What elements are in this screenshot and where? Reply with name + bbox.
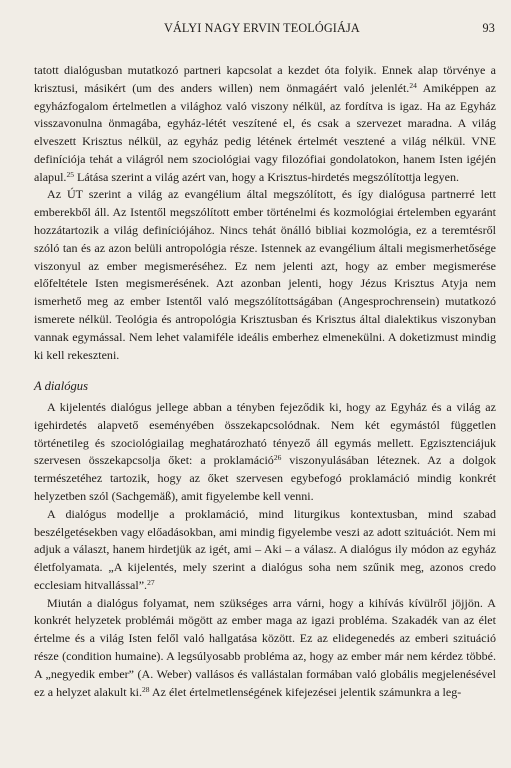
text-run: Az élet értelmetlenségének kifejezései jelentik számunkra a leg- [149,684,462,699]
footnote-ref: 28 [142,684,150,694]
body-text [34,62,496,701]
footnote-ref: 27 [147,577,155,587]
text-run: Miután a dialógus folyamat, nem szükséges arra várni, hogy a kihívás kívülről jöjjön. A konkrét helyzetek problémái mögött az ember maga az igazi probléma. Szakadék van az élet értelme és a világ Isten felől való hallgatása között. Ez az elidegenedés az emberi szituáció része (condition humaine). A legsúlyosabb probléma az, hogy az ember már nem kérdez többé. A „negyedik ember” (A. Weber) vallásos és vallástalan formában való globális megjelenésével ez a helyzet alakult ki. [34,595,496,699]
text-run: viszonyulásában léteznek. Az a dolgok természetéhez tartozik, hogy az őket szervesen egybefogó proklamáció mindig konkrét helyzetben szól (Sachgemäß), amit figyelembe kell venni. [34,453,496,503]
paragraph [34,186,496,364]
text-run: Amiképpen az egyházfogalom értelmetlen a világhoz való viszony nélkül, az fordítva is igaz. Ha az Egyház visszavonulna önmagába, egyház-létét veszítené el, és csak a szervezet maradna. A világ elveszett Krisztus nélkül, az egyház pedig létének értelmét vesztené a világ nélkül. VNE definíciója tehát a világról nem szociológiai vagy filozófiai gondolatokon, hanem Isten igéjén alapul. [34,80,496,184]
paragraph [34,399,496,506]
running-title: VÁLYI NAGY ERVIN TEOLÓGIÁJA [164,21,360,35]
text-run: A kijelentés dialógus jellege abban a tényben fejeződik ki, hogy az Egyház és a világ az igehirdetés alapvető eseményében összekapcsolódnak. Nem két egymástól független történetileg és szociológiailag meghatározható tényező áll egymás mellett. Egzisztenciájuk szervesen összekapcsolja őket: a proklamáció [34,400,496,468]
footnote-ref: 26 [273,453,282,463]
text-run: A dialógus modellje a proklamáció, mind liturgikus kontextusban, mind szabad beszélgetésekben vagy előadásokban, ami mindig figyelembe veszi az adott szituációt. Nem mi adjuk a választ, hanem hirdetjük az igét, ami – Aki – a válasz. A dialógus ily módon az egyház életfolyamata. „A kijelentés, mely szerint a dialógus soha nem szűnik meg, azonos credo ecclesiam hitvallással”. [34,506,496,592]
paragraph [34,595,496,702]
footnote-ref: 24 [409,80,417,90]
section-heading: A dialógus [34,379,88,394]
running-header [34,21,497,37]
page-number: 93 [482,21,495,35]
text-run: Látása szerint a világ azért van, hogy a Krisztus-hirdetés megszólítottja legyen. [73,169,459,184]
text-run: Az ÚT szerint a világ az evangélium által megszólított, és így dialógusa partnerré lett emberekből áll. Az Istentől megszólított ember történelmi és kozmológiai értelemben egyaránt hozzátartozik a világ definíciójához. Nincs tehát önálló bibliai kozmológia, ez a teremtésről szóló tan és az azon belüli antropológia része. Istennek az evangélium általi megismerhetősége viszonyul az ember megismeréséhez. Ez nem jelenti azt, hogy az ember megismerése előfeltétele Isten megismerésének. Azt azonban jelenti, hogy Jézus Krisztus Atyja nem ismerhető meg az ember Istentől való megszólítottságában (Angesprochrensein) mutatkozó ismerete nélkül. Teológia és antropológia Krisztusban és Krisztus által dialektikus viszonyban vannak egymással. Nem lehet valamiféle ideális emberhez elmenekülni. A doketizmust mindig ki kell rekeszteni. [34,187,496,362]
paragraph [34,506,496,595]
footnote-ref: 25 [66,169,74,179]
paragraph [34,62,496,186]
text-run: tatott dialógusban mutatkozó partneri kapcsolat a kezdet óta folyik. Ennek alap törvénye a krisztusi, másikért (um des anders willen) nem önmagáért való jelenlét. [34,63,496,95]
